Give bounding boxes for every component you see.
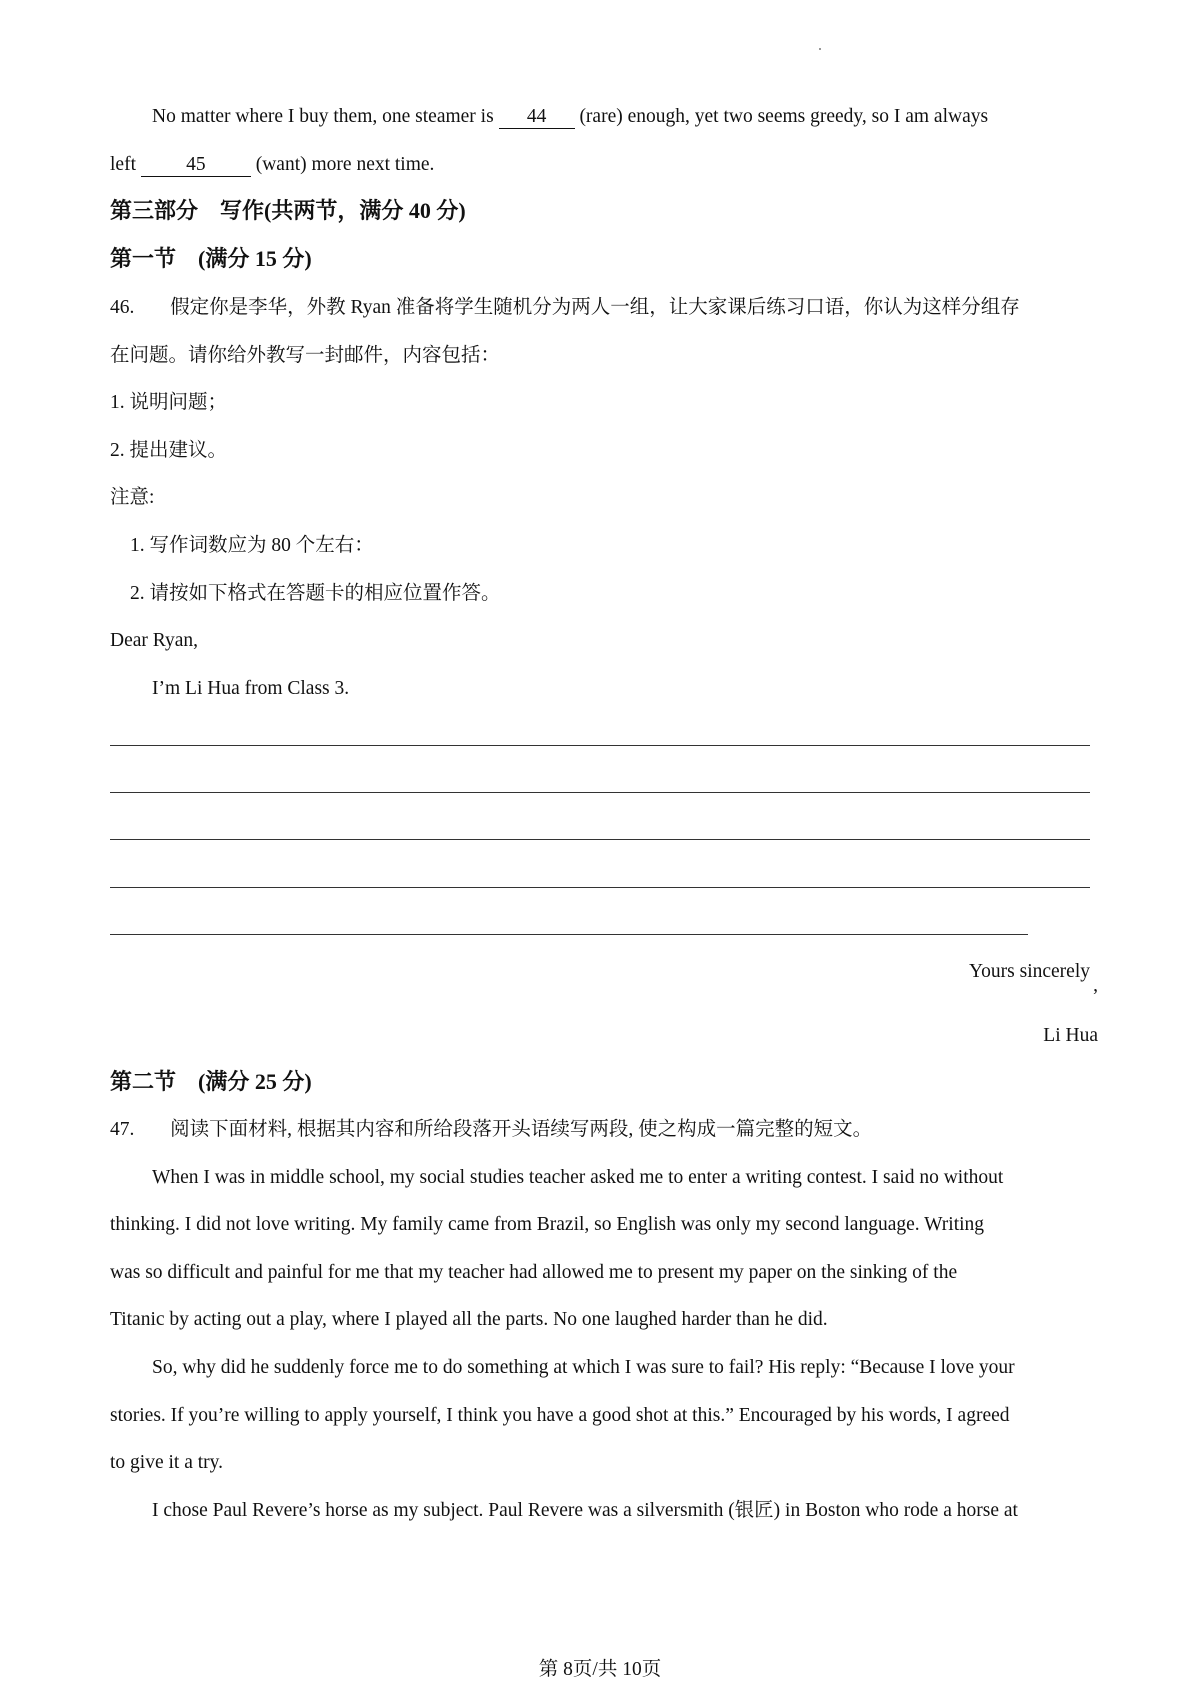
q44-text-after: (rare) enough, yet two seems greedy, so I am always: [579, 106, 989, 127]
q47-instruction: 阅读下面材料, 根据其内容和所给段落开头语续写两段, 使之构成一篇完整的短文。: [170, 1119, 873, 1140]
page-footer: 第 8页/共 10页: [538, 1659, 662, 1680]
section1-heading: 第一节 (满分 15 分): [110, 246, 312, 271]
q47-instruction-line: [110, 1116, 872, 1144]
closing-comma: ,: [1093, 975, 1098, 996]
passage-p2-line1: So, why did he suddenly force me to do something at which I was sure to fail? His reply: “Because I love your: [152, 1357, 1015, 1378]
q44-line: [152, 103, 988, 131]
passage-p1-line3: was so difficult and painful for me that my teacher had allowed me to present my paper on the sinking of the: [110, 1262, 958, 1283]
q46-prompt-line1: [110, 294, 1020, 322]
passage-p3-line1: I chose Paul Revere’s horse as my subject. Paul Revere was a silversmith (银匠) in Boston who rode a horse at: [152, 1500, 1018, 1521]
writing-line-3: [110, 839, 1090, 840]
q47-number: 47.: [110, 1119, 135, 1140]
letter-signature: Li Hua: [1043, 1025, 1098, 1046]
q46-item-2: 2. 提出建议。: [110, 440, 228, 461]
blank-44: 44: [499, 106, 575, 129]
writing-line-5: [110, 934, 1028, 935]
letter-greeting: Dear Ryan,: [110, 630, 199, 651]
q46-item-1: 1. 说明问题；: [110, 392, 228, 413]
scan-speck: [819, 48, 821, 50]
q46-number: 46.: [110, 297, 135, 318]
note-2: 2. 请按如下格式在答题卡的相应位置作答。: [130, 583, 501, 604]
passage-p1-line4: Titanic by acting out a play, where I played all the parts. No one laughed harder than he did.: [110, 1309, 828, 1330]
blank-45: 45: [141, 154, 251, 177]
writing-line-1: [110, 745, 1090, 746]
q44-text-before: No matter where I buy them, one steamer is: [152, 106, 494, 127]
part3-heading: 第三部分 写作(共两节，满分 40 分): [110, 198, 466, 223]
passage-p2-line2: stories. If you’re willing to apply yourself, I think you have a good shot at this.” Encouraged by his words, I agreed: [110, 1405, 1010, 1426]
q45-text-before: left: [110, 154, 136, 175]
note-1: 1. 写作词数应为 80 个左右：: [130, 535, 374, 556]
passage-p2-line3: to give it a try.: [110, 1452, 224, 1473]
notes-label: 注意:: [110, 487, 155, 508]
writing-line-2: [110, 792, 1090, 793]
passage-p1-line1: When I was in middle school, my social studies teacher asked me to enter a writing contest. I said no without: [152, 1167, 1004, 1188]
section2-heading: 第二节 (满分 25 分): [110, 1069, 312, 1094]
q46-prompt-text: 假定你是李华，外教 Ryan 准备将学生随机分为两人一组，让大家课后练习口语，你认为这样分组存: [170, 297, 1020, 318]
q46-prompt-line2: 在问题。请你给外教写一封邮件，内容包括：: [110, 345, 501, 366]
q45-text-after: (want) more next time.: [255, 154, 435, 175]
letter-closing: Yours sincerely: [969, 961, 1090, 982]
writing-line-4: [110, 887, 1090, 888]
passage-p1-line2: thinking. I did not love writing. My family came from Brazil, so English was only my second language. Writing: [110, 1214, 985, 1235]
letter-opening: I’m Li Hua from Class 3.: [152, 678, 350, 699]
q45-line: [110, 151, 434, 179]
